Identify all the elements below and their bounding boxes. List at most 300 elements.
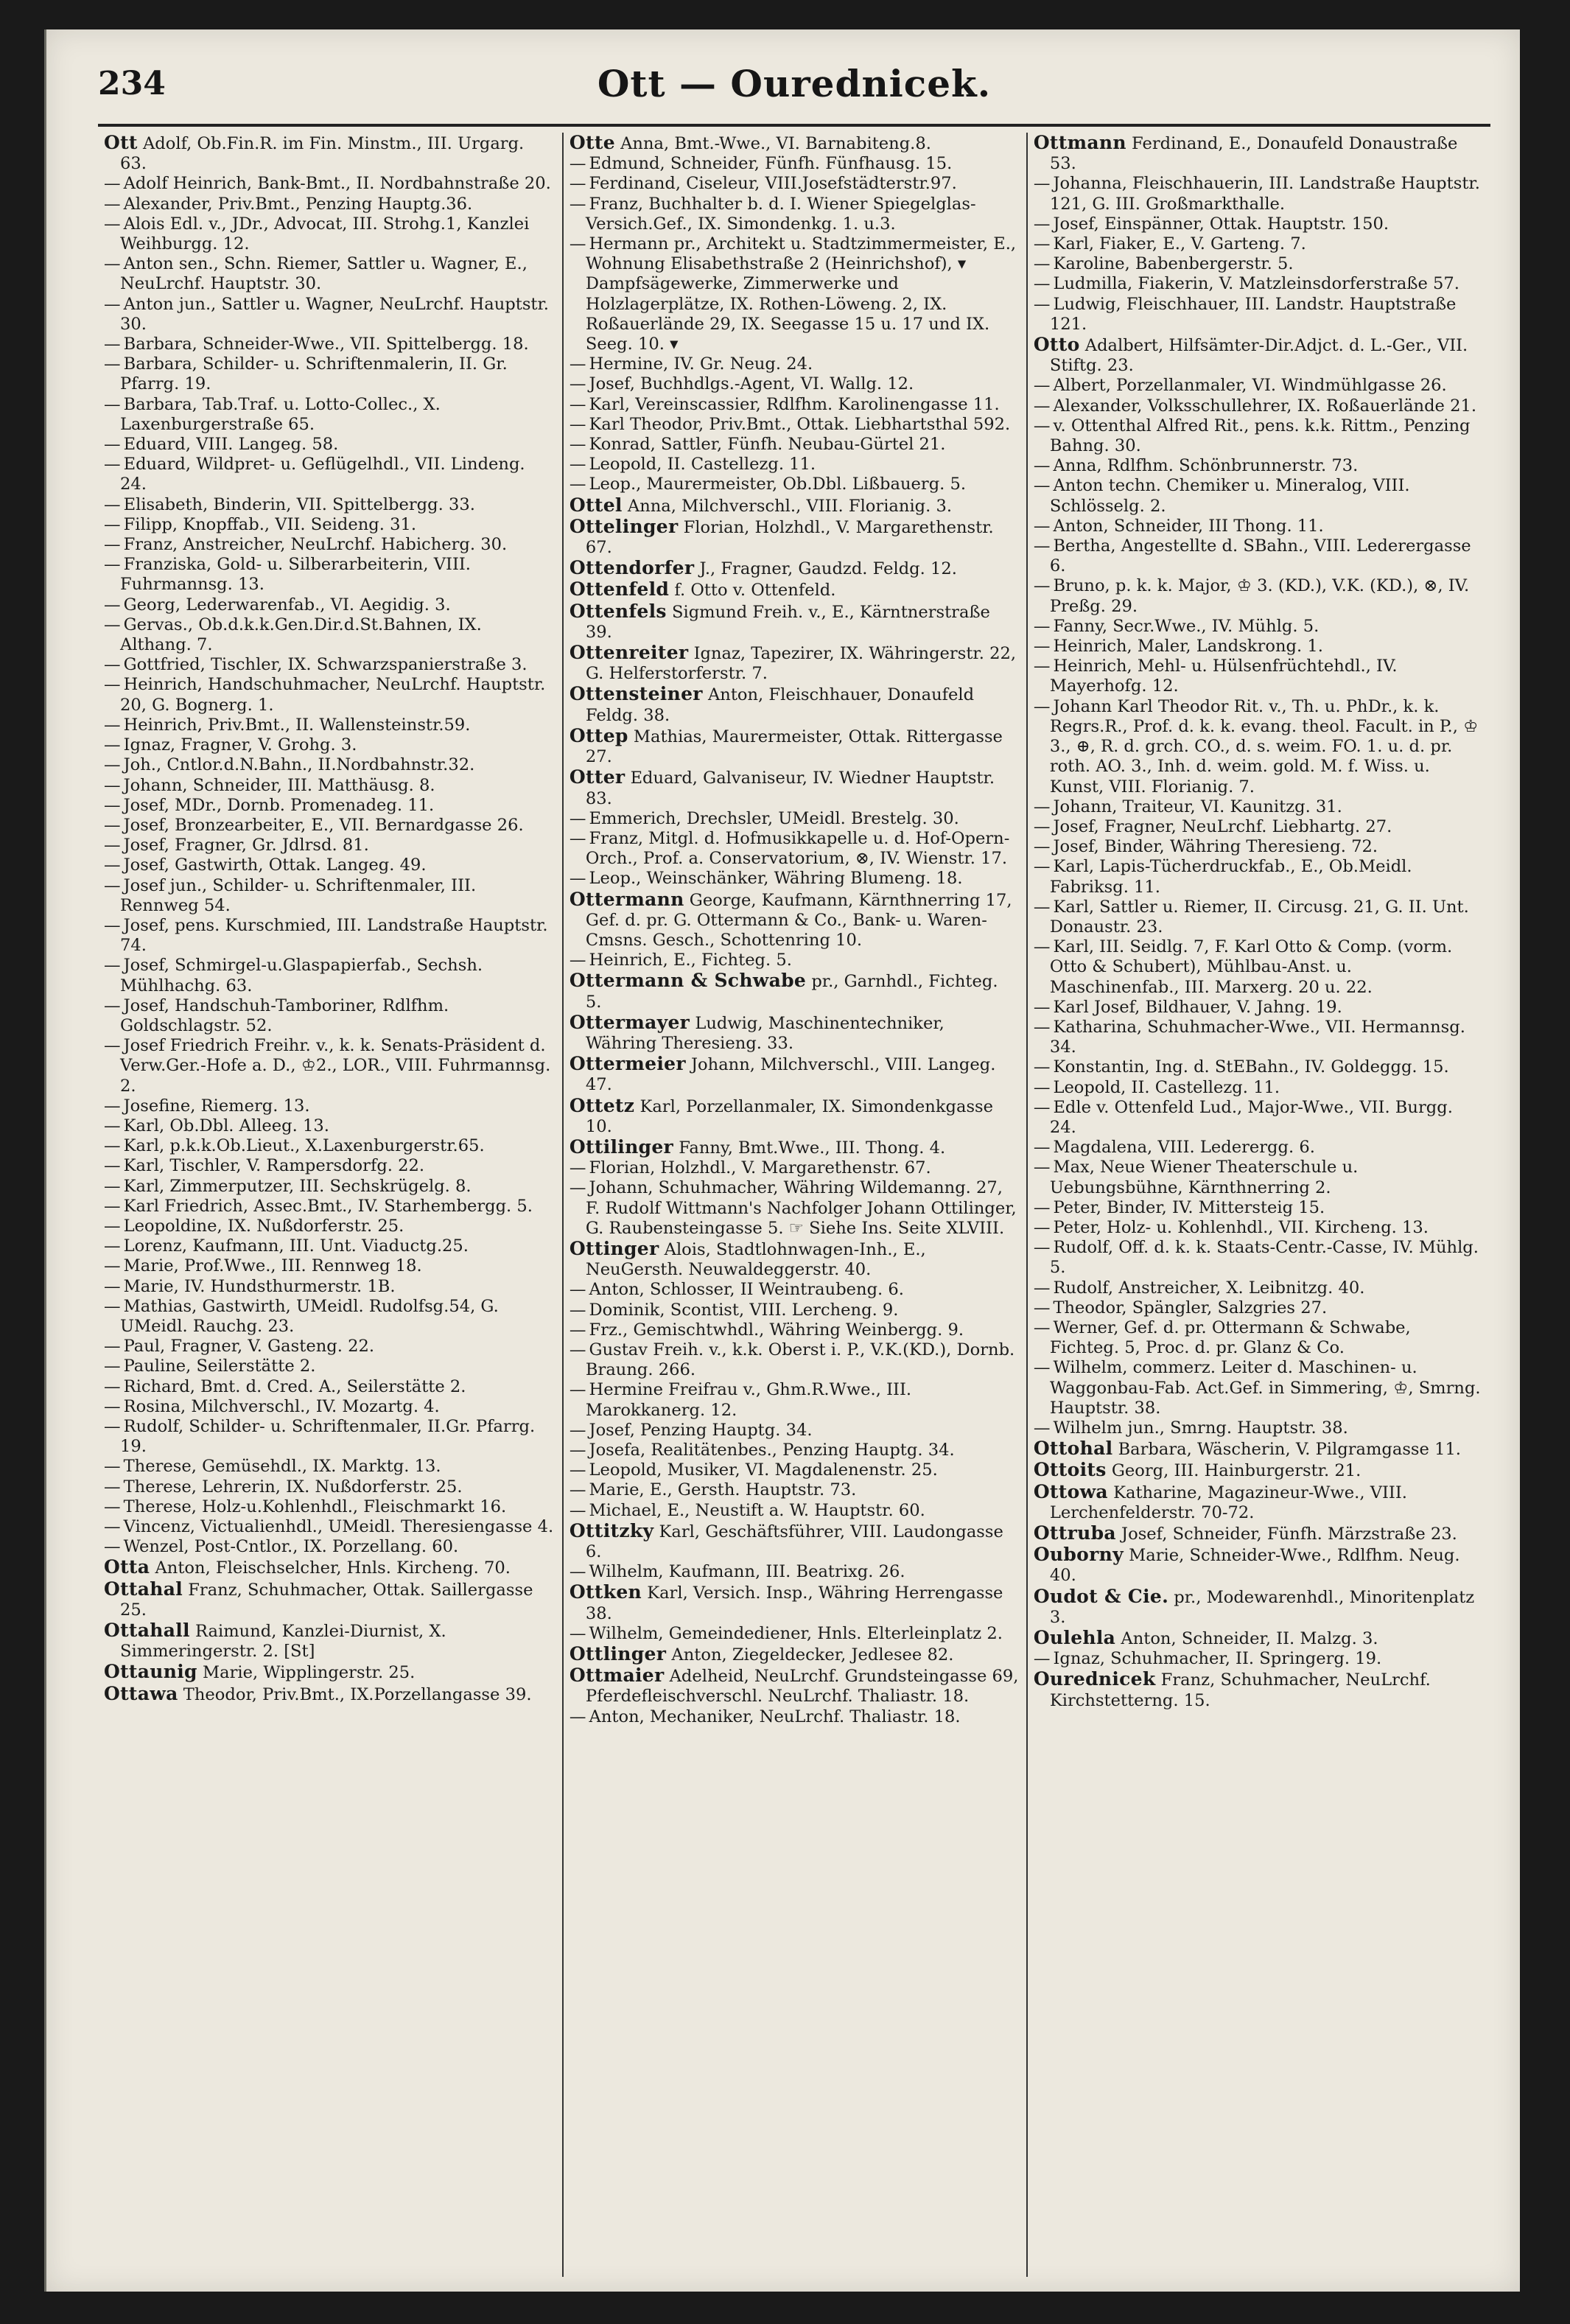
entry-text: Peter, Binder, IV. Mittersteig 15. [1053, 1197, 1325, 1217]
entry-text: Karl Josef, Bildhauer, V. Jahng. 19. [1053, 997, 1342, 1017]
ditto-dash: — [104, 1156, 121, 1176]
directory-entry [570, 1239, 1019, 1280]
entry-text: Josef, Fragner, NeuLrchf. Liebhartg. 27. [1053, 816, 1392, 836]
directory-entry [570, 1137, 1019, 1158]
directory-entry [1034, 274, 1483, 294]
entry-text: Franz, Mitgl. d. Hofmusikkapelle u. d. Hof-Opern-Orch., Prof. a. Conservatorium, ⊗, IV. Wienstr. 17. [585, 828, 1010, 869]
entry-text: Karl, III. Seidlg. 7, F. Karl Otto & Comp. (vorm. Otto & Schubert), Mühlbau-Anst. u. Maschinenfab., III. Marxerg. 20 u. 22. [1049, 937, 1453, 997]
column-1 [98, 133, 562, 2277]
entry-text: Anna, Rdlfhm. Schönbrunnerstr. 73. [1053, 456, 1359, 476]
directory-entry [104, 956, 555, 995]
directory-entry [1034, 214, 1483, 234]
directory-entry [1034, 476, 1483, 516]
ditto-dash: — [104, 254, 121, 274]
directory-entry [570, 1096, 1019, 1137]
entry-surname: Ottitzky [569, 1519, 654, 1541]
ditto-dash: — [104, 655, 121, 675]
entry-text: Albert, Porzellanmaler, VI. Windmühlgasse 26. [1053, 376, 1447, 396]
directory-entry [104, 876, 555, 916]
ditto-dash: — [569, 808, 586, 828]
entry-text: George, Kaufmann, Kärnthnerring 17, Gef. d. pr. G. Ottermann & Co., Bank- u. Waren-Cmsns. Gesch., Schottenring 10. [585, 890, 1012, 950]
directory-entry [1034, 797, 1483, 817]
ditto-dash: — [104, 1276, 121, 1296]
directory-entry [1034, 1628, 1483, 1649]
directory-entry [570, 951, 1019, 970]
directory-entry [1034, 1278, 1483, 1298]
directory-page [44, 29, 1520, 2292]
directory-entry [104, 715, 555, 735]
entry-text: Ludwig, Fleischhauer, III. Landstr. Hauptstraße 121. [1049, 294, 1457, 334]
directory-entry [570, 154, 1019, 174]
directory-entry [1034, 1544, 1483, 1586]
ditto-dash: — [569, 435, 586, 455]
ditto-dash: — [1033, 637, 1051, 657]
directory-entry [104, 1217, 555, 1236]
ditto-dash: — [1033, 897, 1051, 917]
entry-surname: Ottowa [1033, 1480, 1108, 1502]
ditto-dash: — [1033, 416, 1051, 435]
directory-entry [104, 254, 555, 294]
entry-text: Alexander, Volksschullehrer, IX. Roßauerlände 21. [1053, 396, 1477, 416]
ditto-dash: — [1033, 516, 1051, 536]
ditto-dash: — [1033, 616, 1051, 636]
entry-text: Therese, Gemüsehdl., IX. Marktg. 13. [123, 1457, 441, 1477]
directory-entry [570, 889, 1019, 951]
entry-text: Heinrich, Handschuhmacher, NeuLrchf. Hauptstr. 20, G. Bognerg. 1. [120, 675, 546, 715]
entry-text: Eduard, VIII. Langeg. 58. [123, 435, 339, 455]
ditto-dash: — [104, 1396, 121, 1416]
running-head: Ott — Ourednicek. [597, 62, 992, 105]
entry-text: Barbara, Schneider-Wwe., VII. Spittelbergg. 18. [123, 335, 529, 354]
directory-entry [570, 354, 1019, 374]
ditto-dash: — [1033, 1358, 1051, 1378]
entry-text: Rudolf, Anstreicher, X. Leibnitzg. 40. [1053, 1278, 1365, 1298]
directory-entry [104, 1256, 555, 1276]
ditto-dash: — [104, 775, 121, 795]
entry-text: f. Otto v. Ottenfeld. [674, 581, 836, 601]
directory-entry [570, 726, 1019, 767]
entry-text: Hermine Freifrau v., Ghm.R.Wwe., III. Marokkanerg. 12. [585, 1380, 912, 1420]
ditto-dash: — [569, 1420, 586, 1440]
directory-entry [1034, 396, 1483, 416]
directory-entry [570, 1012, 1019, 1054]
entry-surname: Ottahal [104, 1578, 183, 1600]
entry-text: Raimund, Kanzlei-Diurnist, X. Simmeringerstr. 2. [St] [120, 1622, 446, 1662]
entry-text: Marie, Schneider-Wwe., Rdlfhm. Neug. 40. [1049, 1546, 1460, 1586]
directory-entry [570, 1301, 1019, 1320]
ditto-dash: — [569, 455, 586, 475]
entry-text: Josef, Bronzearbeiter, E., VII. Bernardgasse 26. [123, 815, 524, 835]
ditto-dash: — [569, 1460, 586, 1480]
entry-surname: Ottensteiner [569, 683, 703, 705]
page-header [98, 57, 1490, 127]
entry-text: Ferdinand, E., Donaufeld Donaustraße 53. [1049, 134, 1458, 174]
directory-entry [104, 1517, 555, 1537]
entry-text: Josef, Buchhdlgs.-Agent, VI. Wallg. 12. [589, 374, 914, 394]
directory-entry [1034, 617, 1483, 637]
entry-text: Wenzel, Post-Cntlor., IX. Porzellang. 60. [123, 1537, 459, 1557]
directory-columns [98, 133, 1490, 2277]
ditto-dash: — [1033, 274, 1051, 294]
directory-entry [1034, 133, 1483, 174]
ditto-dash: — [1033, 1097, 1051, 1117]
directory-entry [104, 1417, 555, 1457]
entry-text: Johann, Schneider, III. Matthäusg. 8. [123, 775, 435, 795]
directory-entry [104, 495, 555, 515]
entry-text: Gervas., Ob.d.k.k.Gen.Dir.d.St.Bahnen, IX. Althang. 7. [120, 615, 482, 655]
entry-text: Adelheid, NeuLrchf. Grundsteingasse 69, Pferdefleischverschl. NeuLrchf. Thaliastr. 18. [585, 1667, 1019, 1707]
directory-entry [1034, 1318, 1483, 1358]
ditto-dash: — [104, 995, 121, 1015]
entry-text: Franz, Anstreicher, NeuLrchf. Habicherg. 30. [123, 535, 508, 555]
directory-entry [570, 970, 1019, 1012]
directory-entry [570, 1441, 1019, 1460]
ditto-dash: — [104, 1196, 121, 1216]
entry-surname: Ottermayer [569, 1011, 690, 1033]
ditto-dash: — [1033, 1418, 1051, 1438]
directory-entry [104, 855, 555, 875]
ditto-dash: — [569, 354, 586, 374]
ditto-dash: — [104, 1357, 121, 1376]
directory-entry [1034, 1586, 1483, 1628]
directory-entry [104, 1684, 555, 1705]
ditto-dash: — [104, 1517, 121, 1537]
directory-entry [1034, 937, 1483, 998]
ditto-dash: — [104, 394, 121, 414]
entry-surname: Ottaunig [104, 1661, 197, 1683]
entry-text: Josef, MDr., Dornb. Promenadeg. 11. [123, 795, 435, 815]
directory-entry [570, 475, 1019, 494]
entry-text: Josef jun., Schilder- u. Schriftenmaler, III. Rennweg 54. [120, 875, 477, 915]
entry-text: Anton, Fleischhauer, Donaufeld Feldg. 38. [585, 685, 975, 725]
directory-entry [1034, 1438, 1483, 1460]
directory-entry [570, 1582, 1019, 1623]
directory-entry [1034, 1158, 1483, 1197]
directory-entry [1034, 1523, 1483, 1544]
ditto-dash: — [569, 951, 586, 970]
directory-entry [570, 1340, 1019, 1380]
ditto-dash: — [569, 869, 586, 889]
ditto-dash: — [104, 1296, 121, 1316]
directory-entry [1034, 254, 1483, 274]
ditto-dash: — [104, 335, 121, 354]
ditto-dash: — [569, 154, 586, 174]
entry-text: Michael, E., Neustift a. W. Hauptstr. 60. [589, 1500, 925, 1520]
directory-entry [1034, 1218, 1483, 1238]
directory-entry [104, 1497, 555, 1517]
entry-text: Franz, Schuhmacher, Ottak. Saillergasse 25. [120, 1580, 533, 1620]
entry-text: Marie, Wipplingerstr. 25. [203, 1663, 416, 1683]
directory-entry [570, 495, 1019, 517]
entry-text: Karoline, Babenbergerstr. 5. [1053, 254, 1294, 274]
ditto-dash: — [104, 555, 121, 575]
entry-text: Leopoldine, IX. Nußdorferstr. 25. [123, 1216, 404, 1236]
entry-text: Heinrich, Mehl- u. Hülsenfrüchtehdl., IV. Mayerhofg. 12. [1049, 657, 1398, 696]
ditto-dash: — [104, 615, 121, 634]
entry-text: Georg, III. Hainburgerstr. 21. [1111, 1461, 1362, 1481]
ditto-dash: — [1033, 696, 1051, 716]
directory-entry [1034, 1057, 1483, 1077]
entry-text: Pauline, Seilerstätte 2. [123, 1357, 316, 1376]
entry-text: Dominik, Scontist, VIII. Lercheng. 9. [589, 1300, 899, 1320]
directory-entry [570, 1624, 1019, 1644]
directory-entry [570, 1665, 1019, 1707]
ditto-dash: — [1033, 294, 1051, 314]
directory-entry [570, 174, 1019, 194]
directory-entry [104, 1620, 555, 1662]
column-3 [1026, 133, 1490, 2277]
ditto-dash: — [569, 234, 586, 254]
directory-entry [1034, 1358, 1483, 1418]
directory-entry [104, 1579, 555, 1620]
ditto-dash: — [1033, 816, 1051, 836]
entry-text: Heinrich, E., Fichteg. 5. [589, 951, 792, 970]
entry-text: Peter, Holz- u. Kohlenhdl., VII. Kircheng. 13. [1053, 1217, 1429, 1237]
directory-entry [1034, 376, 1483, 396]
directory-entry [104, 1457, 555, 1477]
entry-text: Ludwig, Maschinentechniker, Währing Theresieng. 33. [585, 1013, 945, 1053]
directory-entry [104, 515, 555, 535]
directory-entry [1034, 817, 1483, 837]
entry-surname: Otto [1033, 334, 1080, 356]
directory-entry [1034, 998, 1483, 1018]
ditto-dash: — [569, 1480, 586, 1500]
directory-entry [104, 1096, 555, 1116]
entry-text: Johanna, Fleischhauerin, III. Landstraße Hauptstr. 121, G. III. Großmarkthalle. [1049, 174, 1480, 214]
entry-surname: Ottermann [569, 888, 684, 910]
entry-text: Ignaz, Tapezirer, IX. Währingerstr. 22, G. Helferstorferstr. 7. [585, 644, 1017, 684]
entry-surname: Ottlinger [569, 1643, 667, 1665]
directory-entry [570, 1480, 1019, 1500]
entry-text: Karl, Porzellanmaler, IX. Simondenkgasse 10. [585, 1096, 994, 1136]
directory-entry [104, 655, 555, 675]
entry-surname: Ottermeier [569, 1053, 686, 1075]
entry-text: Rosina, Milchverschl., IV. Mozartg. 4. [123, 1396, 440, 1416]
entry-surname: Ottinger [569, 1237, 659, 1259]
entry-text: Bertha, Angestellte d. SBahn., VIII. Lederergasse 6. [1049, 536, 1471, 576]
ditto-dash: — [104, 836, 121, 855]
entry-text: Georg, Lederwarenfab., VI. Aegidig. 3. [123, 595, 451, 615]
ditto-dash: — [104, 514, 121, 534]
ditto-dash: — [104, 875, 121, 895]
entry-text: Karl, Geschäftsführer, VIII. Laudongasse 6. [585, 1522, 1003, 1562]
directory-entry [570, 1054, 1019, 1095]
entry-text: Joh., Cntlor.d.N.Bahn., II.Nordbahnstr.32. [123, 755, 475, 775]
entry-text: Edle v. Ottenfeld Lud., Major-Wwe., VII. Burgg. 24. [1049, 1097, 1453, 1137]
entry-surname: Ouborny [1033, 1544, 1124, 1566]
directory-entry [104, 1136, 555, 1156]
ditto-dash: — [104, 855, 121, 875]
entry-text: Heinrich, Maler, Landskrong. 1. [1053, 637, 1323, 657]
ditto-dash: — [104, 735, 121, 755]
directory-entry [570, 1280, 1019, 1300]
directory-entry [570, 133, 1019, 154]
ditto-dash: — [104, 435, 121, 455]
ditto-dash: — [104, 715, 121, 735]
ditto-dash: — [1033, 234, 1051, 254]
entry-text: Alexander, Priv.Bmt., Penzing Hauptg.36. [123, 194, 473, 214]
directory-entry [1034, 416, 1483, 456]
ditto-dash: — [569, 1500, 586, 1520]
entry-text: Therese, Lehrerin, IX. Nußdorferstr. 25. [123, 1477, 463, 1497]
directory-entry [1034, 637, 1483, 657]
ditto-dash: — [569, 194, 586, 214]
ditto-dash: — [569, 1300, 586, 1320]
entry-text: Karl Theodor, Priv.Bmt., Ottak. Liebhartsthal 592. [589, 414, 1011, 434]
directory-entry [570, 374, 1019, 394]
directory-entry [1034, 1460, 1483, 1481]
directory-entry [570, 1521, 1019, 1562]
ditto-dash: — [104, 915, 121, 935]
entry-text: Frz., Gemischtwhdl., Währing Weinbergg. 9. [589, 1320, 964, 1340]
entry-text: Wilhelm, Gemeindediener, Hnls. Elterleinplatz 2. [589, 1623, 1003, 1643]
entry-surname: Ottawa [104, 1682, 178, 1704]
entry-text: Magdalena, VIII. Lederergg. 6. [1053, 1138, 1315, 1158]
entry-text: Gustav Freih. v., k.k. Oberst i. P., V.K.(KD.), Dornb. Braung. 266. [585, 1340, 1015, 1380]
directory-entry [104, 214, 555, 254]
entry-surname: Ottmaier [569, 1665, 665, 1687]
directory-entry [104, 1116, 555, 1136]
ditto-dash: — [1033, 797, 1051, 816]
ditto-dash: — [569, 1441, 586, 1460]
entry-text: Vincenz, Victualienhdl., UMeidl. Theresiengasse 4. [123, 1517, 554, 1537]
directory-entry [570, 395, 1019, 415]
entry-text: Anna, Milchverschl., VIII. Florianig. 3. [627, 496, 953, 516]
entry-text: Josef, Einspänner, Ottak. Hauptstr. 150. [1053, 214, 1389, 234]
ditto-dash: — [1033, 1197, 1051, 1217]
directory-entry [570, 435, 1019, 455]
ditto-dash: — [569, 414, 586, 434]
entry-text: Karl, Sattler u. Riemer, II. Circusg. 21, G. II. Unt. Donaustr. 23. [1049, 897, 1469, 937]
directory-entry [570, 1320, 1019, 1340]
ditto-dash: — [569, 1320, 586, 1340]
ditto-dash: — [104, 1216, 121, 1236]
ditto-dash: — [1033, 214, 1051, 234]
directory-entry [104, 1036, 555, 1096]
entry-text: Emmerich, Drechsler, UMeidl. Brestelg. 30. [589, 808, 959, 828]
ditto-dash: — [1033, 1278, 1051, 1298]
directory-entry [104, 435, 555, 455]
directory-entry [1034, 697, 1483, 797]
entry-text: Konrad, Sattler, Fünfh. Neubau-Gürtel 21. [589, 435, 946, 455]
entry-text: Hermine, IV. Gr. Neug. 24. [589, 354, 813, 374]
entry-text: Anton sen., Schn. Riemer, Sattler u. Wagner, E., NeuLrchf. Hauptstr. 30. [120, 254, 528, 294]
entry-text: Josef, pens. Kurschmied, III. Landstraße Hauptstr. 74. [120, 915, 548, 956]
directory-entry [1034, 335, 1483, 376]
directory-entry [570, 455, 1019, 475]
ditto-dash: — [104, 755, 121, 775]
entry-text: Eduard, Galvaniseur, IV. Wiedner Hauptstr. 83. [585, 769, 995, 808]
entry-text: Anna, Bmt.-Wwe., VI. Barnabiteng.8. [620, 134, 931, 153]
entry-text: Rudolf, Off. d. k. k. Staats-Centr.-Casse, IV. Mühlg. 5. [1049, 1238, 1479, 1278]
directory-entry [570, 601, 1019, 643]
ditto-dash: — [104, 174, 121, 194]
directory-entry [104, 354, 555, 394]
ditto-dash: — [104, 815, 121, 835]
ditto-dash: — [1033, 1057, 1051, 1077]
ditto-dash: — [104, 455, 121, 475]
directory-entry [104, 816, 555, 836]
directory-entry [1034, 857, 1483, 897]
entry-text: Gottfried, Tischler, IX. Schwarzspanierstraße 3. [123, 655, 528, 675]
entry-text: Adolf, Ob.Fin.R. im Fin. Minstm., III. Urgarg. 63. [120, 134, 525, 174]
entry-text: Alois, Stadtlohnwagen-Inh., E., NeuGersth. Neuwaldeggerstr. 40. [585, 1239, 926, 1280]
ditto-dash: — [104, 1096, 121, 1116]
entry-text: Theodor, Spängler, Salzgries 27. [1053, 1298, 1328, 1317]
entry-text: Wilhelm, commerz. Leiter d. Maschinen- u. Waggonbau-Fab. Act.Gef. in Simmering, ♔, Smrng. Hauptstr. 38. [1049, 1358, 1481, 1418]
directory-entry [104, 1477, 555, 1497]
entry-text: Marie, E., Gersth. Hauptstr. 73. [589, 1480, 857, 1500]
entry-surname: Ottel [569, 494, 623, 516]
entry-text: Karl Friedrich, Assec.Bmt., IV. Starhembergg. 5. [123, 1196, 533, 1216]
ditto-dash: — [104, 795, 121, 815]
ditto-dash: — [569, 1623, 586, 1643]
ditto-dash: — [569, 1280, 586, 1300]
entry-text: Josef, Schneider, Fünfh. Märzstraße 23. [1121, 1525, 1457, 1544]
entry-text: Anton, Schneider, III Thong. 11. [1053, 516, 1324, 536]
directory-entry [104, 595, 555, 615]
directory-entry [570, 579, 1019, 601]
page-number: 234 [98, 65, 166, 102]
entry-text: Heinrich, Priv.Bmt., II. Wallensteinstr.59. [123, 715, 471, 735]
entry-text: Franz, Schuhmacher, NeuLrchf. Kirchstetterng. 15. [1049, 1670, 1431, 1710]
entry-text: pr., Modewarenhdl., Minoritenplatz 3. [1049, 1587, 1475, 1627]
ditto-dash: — [1033, 1138, 1051, 1158]
ditto-dash: — [104, 1457, 121, 1477]
ditto-dash: — [1033, 657, 1051, 676]
ditto-dash: — [569, 475, 586, 494]
directory-entry [1034, 1298, 1483, 1318]
entry-text: Mathias, Maurermeister, Ottak. Rittergasse 27. [585, 727, 1003, 767]
ditto-dash: — [569, 1158, 586, 1178]
directory-entry [104, 996, 555, 1036]
ditto-dash: — [569, 394, 586, 414]
directory-entry [570, 684, 1019, 725]
entry-text: Barbara, Schilder- u. Schriftenmalerin, II. Gr. Pfarrg. 19. [120, 354, 508, 394]
directory-entry [1034, 174, 1483, 214]
entry-surname: Ottelinger [569, 515, 679, 537]
entry-surname: Oudot & Cie. [1033, 1585, 1169, 1607]
directory-entry [1034, 1482, 1483, 1523]
entry-text: Karl, Lapis-Tücherdruckfab., E., Ob.Meidl. Fabriksg. 11. [1049, 857, 1412, 897]
directory-entry [1034, 1649, 1483, 1669]
ditto-dash: — [1033, 937, 1051, 957]
entry-text: Barbara, Tab.Traf. u. Lotto-Collec., X. Laxenburgerstraße 65. [120, 394, 441, 434]
entry-text: Josefine, Riemerg. 13. [123, 1096, 310, 1116]
ditto-dash: — [104, 1376, 121, 1396]
ditto-dash: — [569, 1562, 586, 1582]
entry-surname: Ottilinger [569, 1135, 674, 1158]
ditto-dash: — [569, 374, 586, 394]
ditto-dash: — [1033, 1649, 1051, 1669]
entry-text: Anton techn. Chemiker u. Mineralog, VIII. Schlösselg. 2. [1049, 476, 1410, 516]
ditto-dash: — [569, 1178, 586, 1198]
ditto-dash: — [104, 1036, 121, 1056]
ditto-dash: — [569, 1707, 586, 1726]
directory-entry [570, 1380, 1019, 1420]
entry-text: Fanny, Bmt.Wwe., III. Thong. 4. [679, 1138, 946, 1158]
directory-entry [104, 174, 555, 194]
entry-text: Anton jun., Sattler u. Wagner, NeuLrchf. Hauptstr. 30. [120, 294, 549, 334]
ditto-dash: — [104, 354, 121, 374]
directory-entry [570, 415, 1019, 435]
ditto-dash: — [104, 1236, 121, 1256]
entry-surname: Ottruba [1033, 1522, 1116, 1544]
entry-surname: Ourednicek [1033, 1668, 1156, 1690]
ditto-dash: — [104, 1497, 121, 1516]
entry-surname: Ottenreiter [569, 642, 689, 664]
ditto-dash: — [104, 214, 121, 234]
